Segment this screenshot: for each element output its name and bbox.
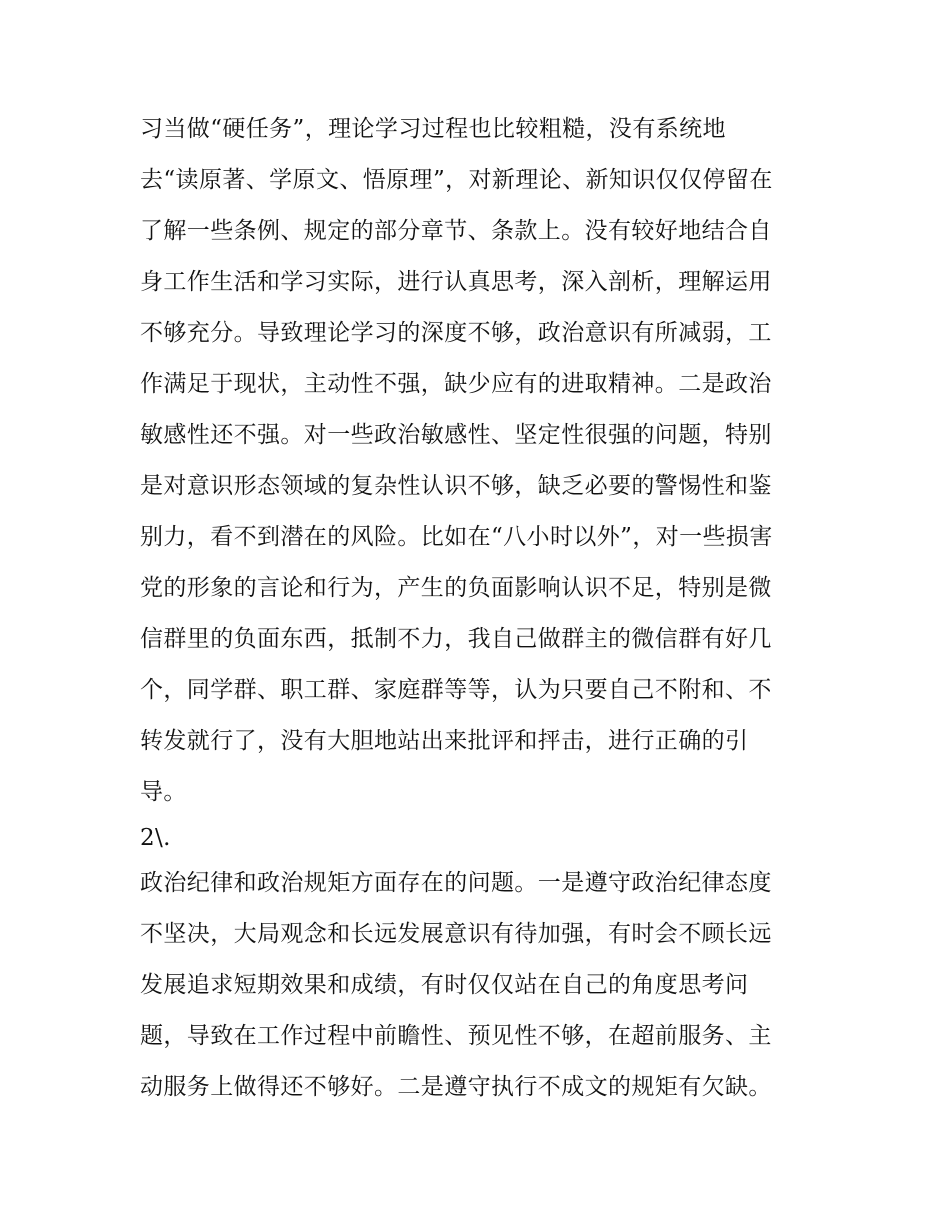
section-number: 2\. [140, 825, 171, 851]
text-line: 动服务上做得还不够好。二是遵守执行不成文的规矩有欠缺。 [140, 1074, 772, 1100]
text-line: 党的形象的言论和行为，产生的负面影响认识不足，特别是微 [140, 575, 772, 601]
text-line: 不够充分。导致理论学习的深度不够，政治意识有所减弱，工 [140, 320, 772, 346]
text-line: 别力，看不到潜在的风险。比如在“八小时以外”，对一些损害 [140, 524, 773, 550]
text-line: 去“读原著、学原文、悟原理”，对新理论、新知识仅仅停留在 [140, 167, 773, 193]
text-line: 信群里的负面东西，抵制不力，我自己做群主的微信群有好几 [140, 626, 772, 652]
text-line: 身工作生活和学习实际，进行认真思考，深入剖析，理解运用 [140, 269, 772, 295]
text-line: 是对意识形态领域的复杂性认识不够，缺乏必要的警惕性和鉴 [140, 473, 772, 499]
text-line: 习当做“硬任务”，理论学习过程也比较粗糙，没有系统地 [140, 116, 726, 142]
text-line: 个，同学群、职工群、家庭群等等，认为只要自己不附和、不 [140, 677, 772, 703]
text-line: 发展追求短期效果和成绩，有时仅仅站在自己的角度思考问 [140, 972, 749, 998]
text-line: 转发就行了，没有大胆地站出来批评和抨击，进行正确的引 [140, 728, 749, 754]
text-line: 不坚决，大局观念和长远发展意识有待加强，有时会不顾长远 [140, 921, 772, 947]
text-line: 了解一些条例、规定的部分章节、条款上。没有较好地结合自 [140, 218, 772, 244]
text-line: 敏感性还不强。对一些政治敏感性、坚定性很强的问题，特别 [140, 422, 772, 448]
text-line: 题，导致在工作过程中前瞻性、预见性不够，在超前服务、主 [140, 1023, 772, 1049]
text-line: 导。 [140, 779, 187, 805]
document-body [140, 104, 820, 1113]
text-line: 作满足于现状，主动性不强，缺少应有的进取精神。二是政治 [140, 371, 772, 397]
text-line: 政治纪律和政治规矩方面存在的问题。一是遵守政治纪律态度 [140, 870, 772, 896]
